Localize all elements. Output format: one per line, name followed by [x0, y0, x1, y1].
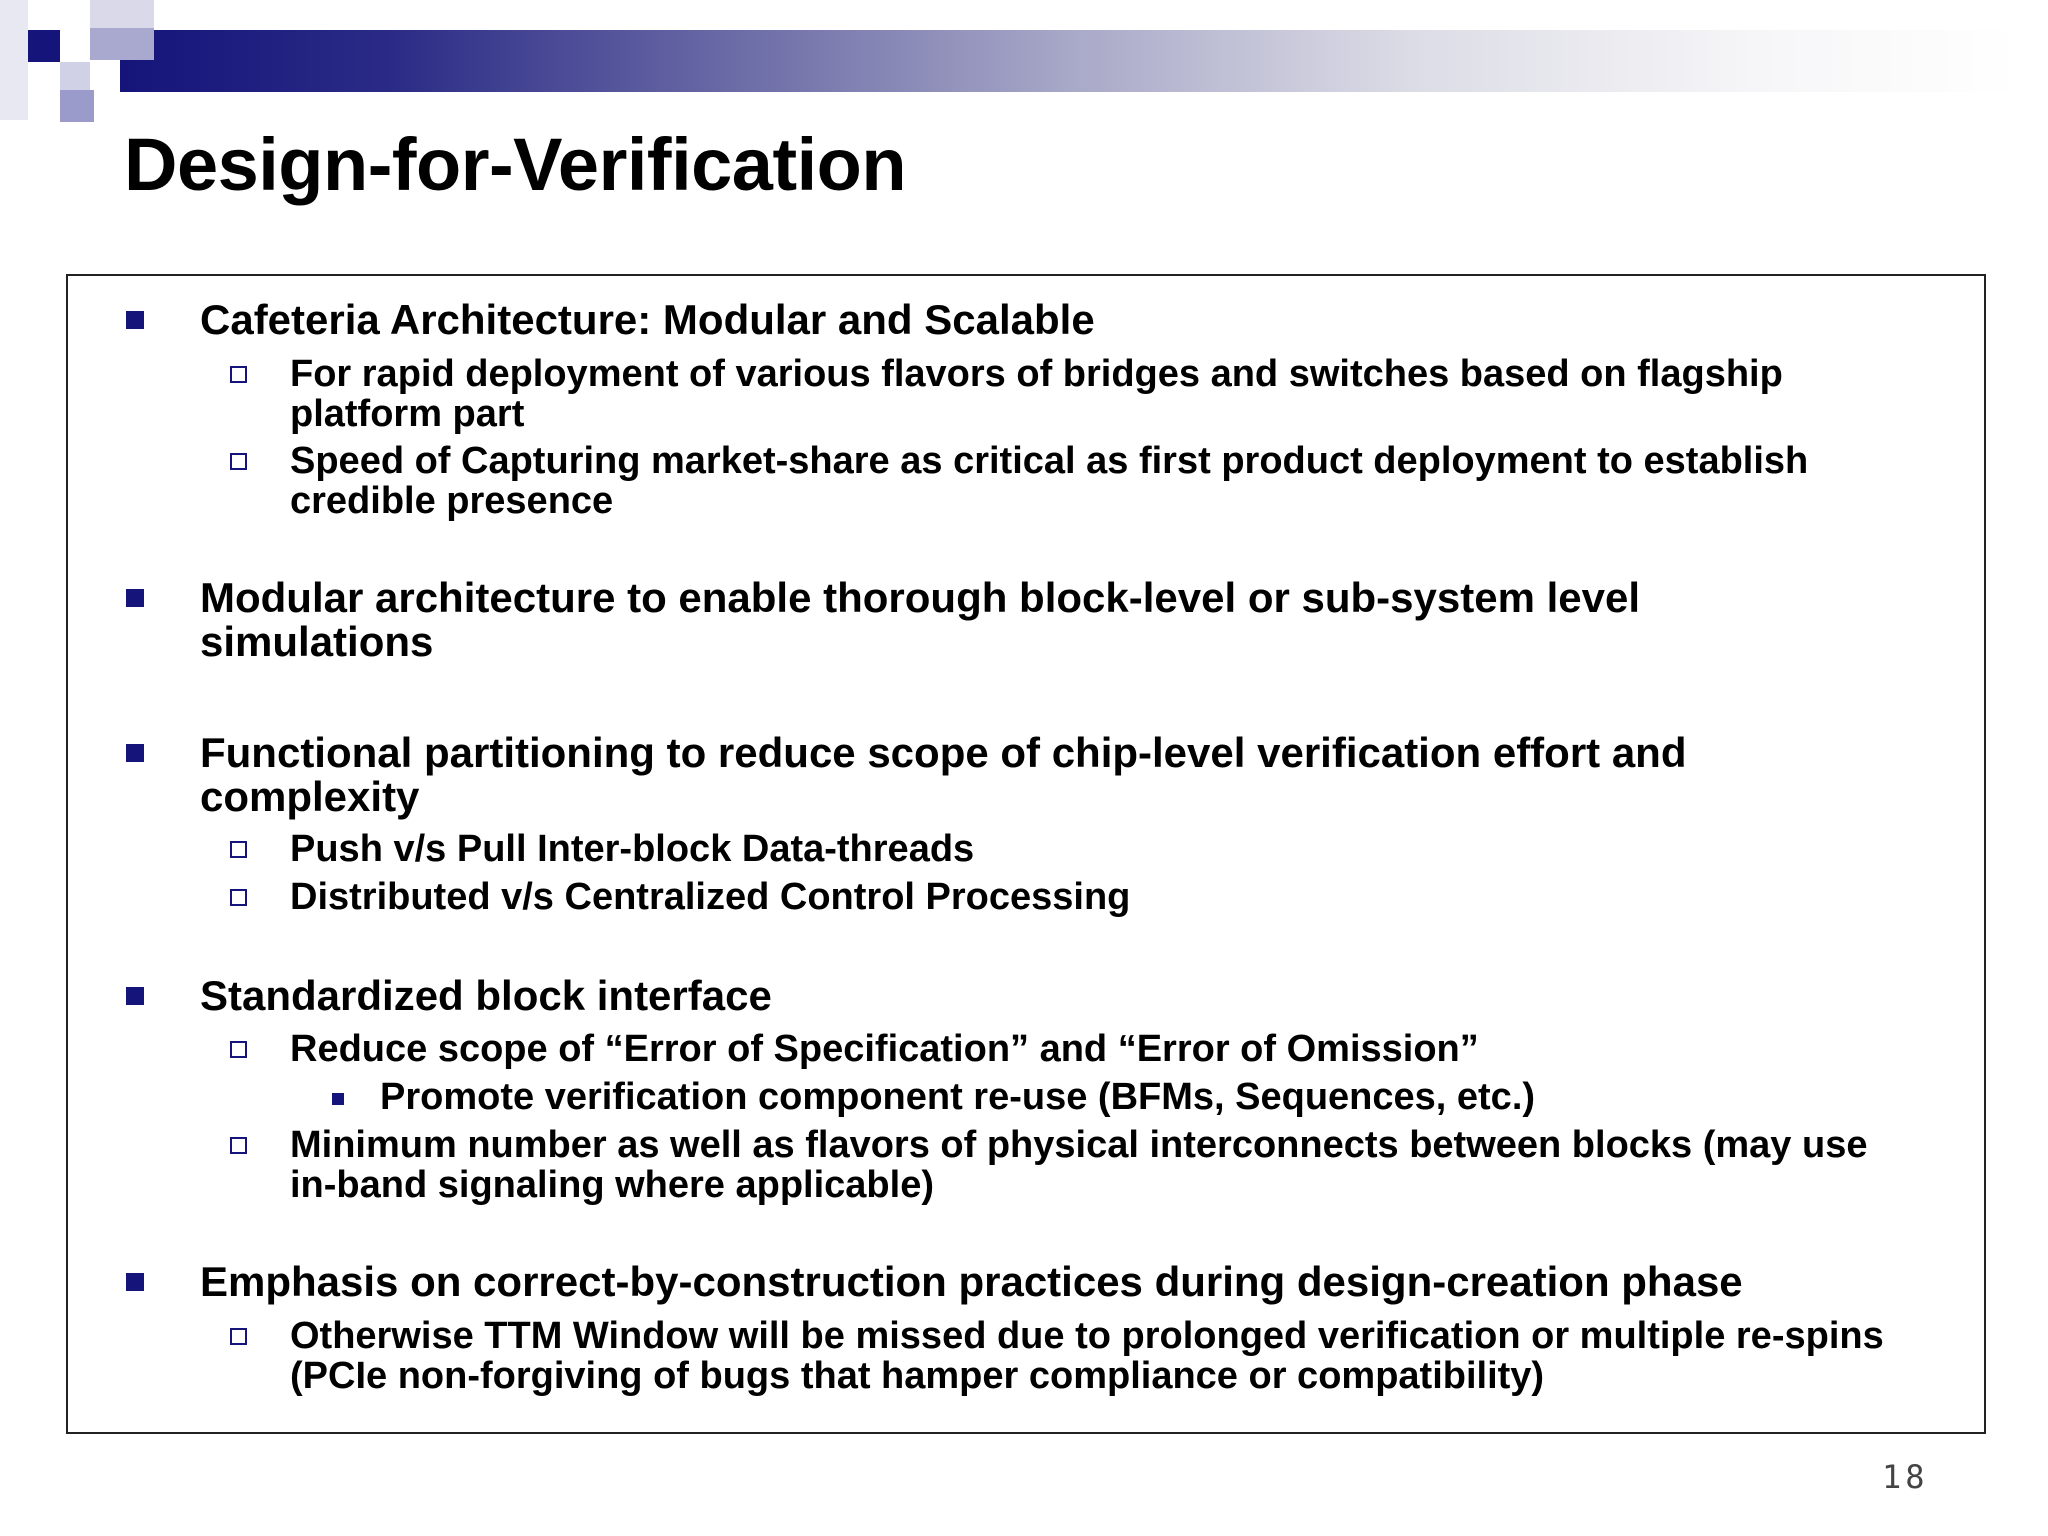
sub-bullet-item	[224, 829, 1904, 869]
sub-bullet-item	[224, 441, 1904, 521]
bullet-item	[134, 576, 1874, 664]
hollow-square-icon	[230, 1041, 247, 1058]
slide-title: Design-for-Verification	[124, 123, 907, 206]
hollow-square-icon	[230, 841, 247, 858]
bullet-item	[134, 298, 1874, 342]
sub-sub-bullet-text: Promote verification component re-use (BFMs, Sequences, etc.)	[380, 1076, 1536, 1118]
sub-bullet-text: For rapid deployment of various flavors of bridges and switches based on flagship platform part	[290, 353, 1783, 435]
sub-bullet-text: Push v/s Pull Inter-block Data-threads	[290, 828, 975, 870]
sub-bullet-item	[224, 1029, 1904, 1069]
bullet-item	[134, 974, 1874, 1018]
decorative-square-mid	[60, 90, 94, 122]
hollow-square-icon	[230, 889, 247, 906]
bullet-text: Standardized block interface	[200, 972, 772, 1019]
sub-bullet-text: Distributed v/s Centralized Control Processing	[290, 876, 1131, 918]
hollow-square-icon	[230, 453, 247, 470]
decorative-square-mid	[90, 28, 154, 60]
sub-bullet-item	[224, 1125, 1904, 1205]
sub-bullet-item	[224, 877, 1904, 917]
header-gradient-bar	[120, 30, 2020, 92]
sub-bullet-text: Otherwise TTM Window will be missed due to prolonged verification or multiple re-spins (PCIe non-forgiving of bugs that hamper compliance or compatibility)	[290, 1315, 1884, 1397]
filled-square-icon	[126, 744, 144, 762]
hollow-square-icon	[230, 366, 247, 383]
hollow-square-icon	[230, 1328, 247, 1345]
sub-bullet-item	[224, 354, 1904, 434]
decorative-square-dark	[28, 30, 60, 62]
sub-bullet-text: Reduce scope of “Error of Specification” and “Error of Omission”	[290, 1028, 1479, 1070]
sub-sub-bullet-item	[314, 1077, 1874, 1117]
sub-bullet-text: Minimum number as well as flavors of physical interconnects between blocks (may use in-band signaling where applicable)	[290, 1124, 1868, 1206]
sub-bullet-item	[224, 1316, 1904, 1396]
page-number: 18	[1882, 1458, 1929, 1496]
sub-bullet-text: Speed of Capturing market-share as critical as first product deployment to establish credible presence	[290, 440, 1809, 522]
decorative-square-light	[60, 62, 90, 90]
bullet-text: Cafeteria Architecture: Modular and Scalable	[200, 296, 1095, 343]
bullet-text: Emphasis on correct-by-construction practices during design-creation phase	[200, 1258, 1743, 1305]
filled-square-icon	[126, 987, 144, 1005]
decorative-square-light	[0, 0, 28, 120]
bullet-text: Modular architecture to enable thorough block-level or sub-system level simulations	[200, 574, 1640, 665]
filled-square-icon	[126, 311, 144, 329]
decorative-square-light	[90, 0, 154, 28]
filled-square-icon	[126, 589, 144, 607]
small-filled-square-icon	[332, 1093, 344, 1105]
filled-square-icon	[126, 1273, 144, 1291]
bullet-text: Functional partitioning to reduce scope of chip-level verification effort and complexity	[200, 729, 1687, 820]
bullet-item	[134, 1260, 1874, 1304]
hollow-square-icon	[230, 1137, 247, 1154]
bullet-item	[134, 731, 1874, 819]
